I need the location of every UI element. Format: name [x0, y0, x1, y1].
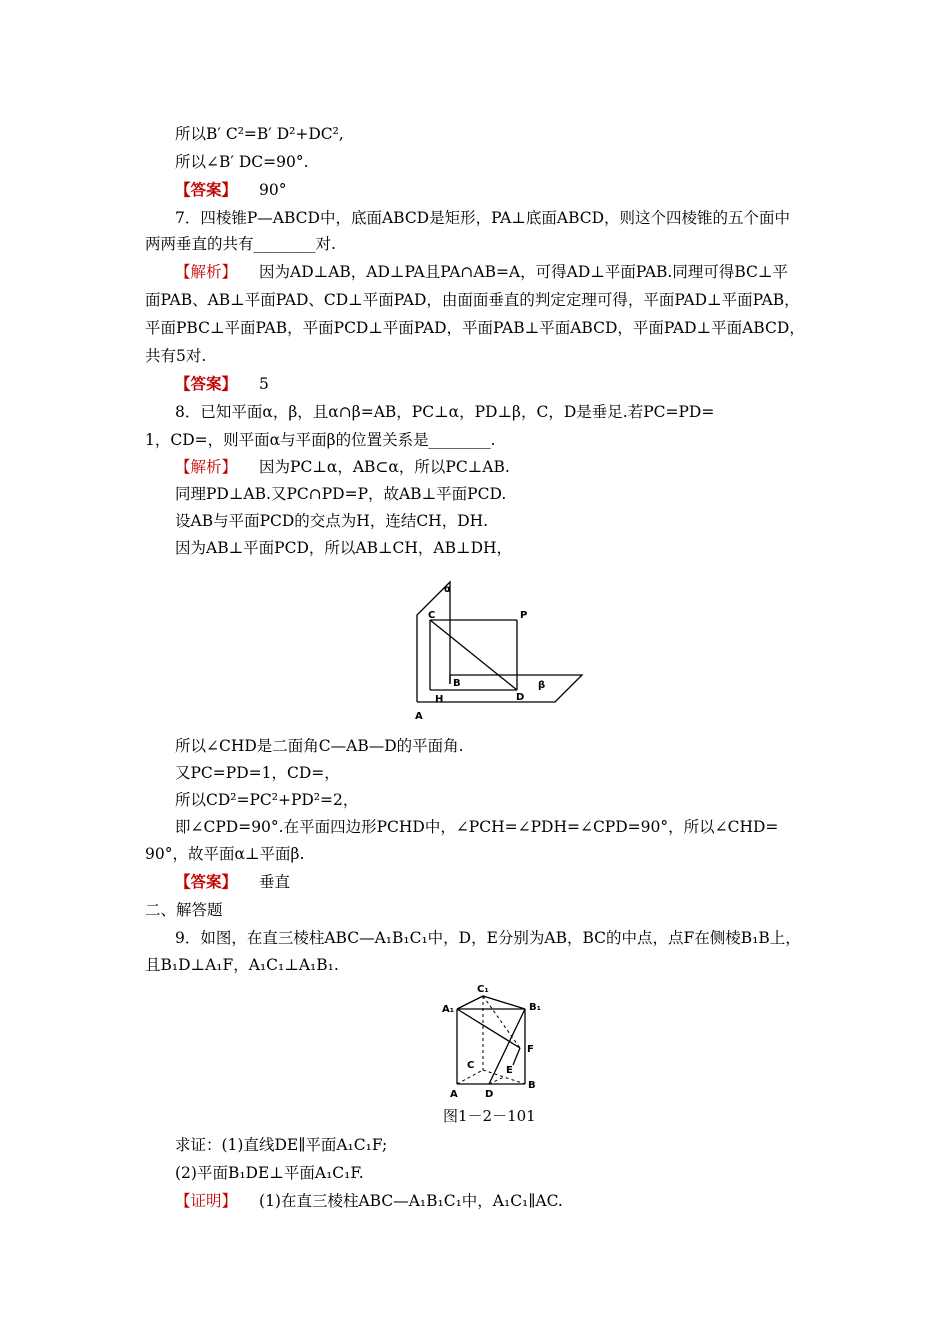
proof-text: (1)在直三棱柱ABC—A₁B₁C₁中，A₁C₁∥AC. — [259, 1192, 563, 1210]
answer-row — [175, 372, 269, 396]
answer-row — [175, 870, 290, 894]
label-b: B — [528, 1080, 536, 1091]
line-fe — [513, 1048, 520, 1065]
question-7-line-2: 两两垂直的共有________对. — [145, 235, 336, 253]
text-line: 设AB与平面PCD的交点为H，连结CH，DH. — [175, 512, 489, 530]
analysis-tag: 【解析】 — [175, 458, 238, 476]
answer-tag: 【答案】 — [175, 180, 238, 199]
text-line: 求证：(1)直线DE∥平面A₁C₁F; — [175, 1136, 388, 1154]
label-d: D — [485, 1089, 494, 1100]
analysis-text: 因为PC⊥α，AB⊂α，所以PC⊥AB. — [259, 458, 510, 476]
label-c1: C₁ — [477, 984, 489, 995]
label-a: A — [415, 711, 423, 722]
line-c1f-hidden — [483, 996, 520, 1048]
text-line: 所以B′ C²=B′ D²+DC², — [175, 125, 344, 143]
text-line: 即∠CPD=90°.在平面四边形PCHD中，∠PCH=∠PDH=∠CPD=90°，所以∠CHD= — [175, 818, 779, 836]
label-b: B — [453, 678, 461, 689]
question-7-line-1: 7．四棱锥P—ABCD中，底面ABCD是矩形，PA⊥底面ABCD，则这个四棱锥的五个面中 — [175, 209, 791, 227]
proof-row — [175, 1189, 563, 1213]
label-p: P — [520, 610, 528, 621]
dihedral-figure — [410, 572, 590, 724]
question-9-line-1: 9．如图，在直三棱柱ABC—A₁B₁C₁中，D，E分别为AB，BC的中点，点F在侧棱B₁B上， — [175, 929, 801, 947]
plane-alpha-edge — [417, 582, 450, 702]
text-line: 面PAB、AB⊥平面PAD、CD⊥平面PAD，由面面垂直的判定定理可得，平面PAD⊥平面PAB， — [145, 291, 800, 309]
analysis-text: 因为AD⊥AB，AD⊥PA且PA∩AB=A，可得AD⊥平面PAB.同理可得BC⊥平 — [259, 263, 788, 281]
answer-tag: 【答案】 — [175, 374, 238, 393]
label-a: A — [450, 1089, 458, 1100]
proof-tag: 【证明】 — [175, 1192, 238, 1210]
text-line: 所以∠B′ DC=90°. — [175, 153, 309, 171]
text-line: 因为AB⊥平面PCD，所以AB⊥CH，AB⊥DH， — [175, 539, 513, 557]
text-line: 平面PBC⊥平面PAB，平面PCD⊥平面PAD，平面PAB⊥平面ABCD，平面PAD⊥平面ABCD， — [145, 319, 805, 337]
analysis-row — [175, 260, 788, 284]
prism-figure — [440, 982, 550, 1102]
text-line: 共有5对. — [145, 347, 207, 365]
question-8-line-2: 1，CD=，则平面α与平面β的位置关系是________. — [145, 431, 496, 449]
analysis-row — [175, 455, 510, 479]
text-line: 同理PD⊥AB.又PC∩PD=P，故AB⊥平面PCD. — [175, 485, 507, 503]
edge-ca-hidden — [457, 1070, 483, 1084]
label-b1: B₁ — [529, 1002, 542, 1013]
section-heading: 二、解答题 — [145, 901, 223, 919]
line-cd — [430, 620, 517, 690]
text-line: (2)平面B₁DE⊥平面A₁C₁F. — [175, 1164, 364, 1182]
text-line: 所以CD²=PC²+PD²=2， — [175, 791, 359, 809]
label-alpha: α — [444, 584, 451, 595]
answer-value: 5 — [259, 375, 269, 393]
label-e: E — [506, 1065, 513, 1076]
label-beta: β — [538, 680, 546, 691]
label-c: C — [428, 610, 436, 621]
analysis-tag: 【解析】 — [175, 263, 238, 281]
label-h: H — [435, 694, 444, 705]
label-c: C — [467, 1060, 475, 1071]
answer-value: 90° — [259, 181, 287, 199]
question-9-line-2: 且B₁D⊥A₁F，A₁C₁⊥A₁B₁. — [145, 956, 339, 974]
answer-row — [175, 178, 287, 202]
text-line: 所以∠CHD是二面角C—AB—D的平面角. — [175, 737, 464, 755]
text-line: 又PC=PD=1，CD=， — [175, 764, 340, 782]
figure-caption: 图1－2－101 — [443, 1107, 536, 1125]
answer-tag: 【答案】 — [175, 872, 238, 891]
label-a1: A₁ — [442, 1004, 455, 1015]
label-d: D — [516, 692, 525, 703]
answer-value: 垂直 — [259, 873, 291, 891]
line-a1f — [457, 1009, 520, 1048]
question-8-line-1: 8．已知平面α，β，且α∩β=AB，PC⊥α，PD⊥β，C，D是垂足.若PC=PD= — [175, 403, 715, 421]
label-f: F — [527, 1044, 534, 1055]
text-line: 90°，故平面α⊥平面β. — [145, 845, 305, 863]
